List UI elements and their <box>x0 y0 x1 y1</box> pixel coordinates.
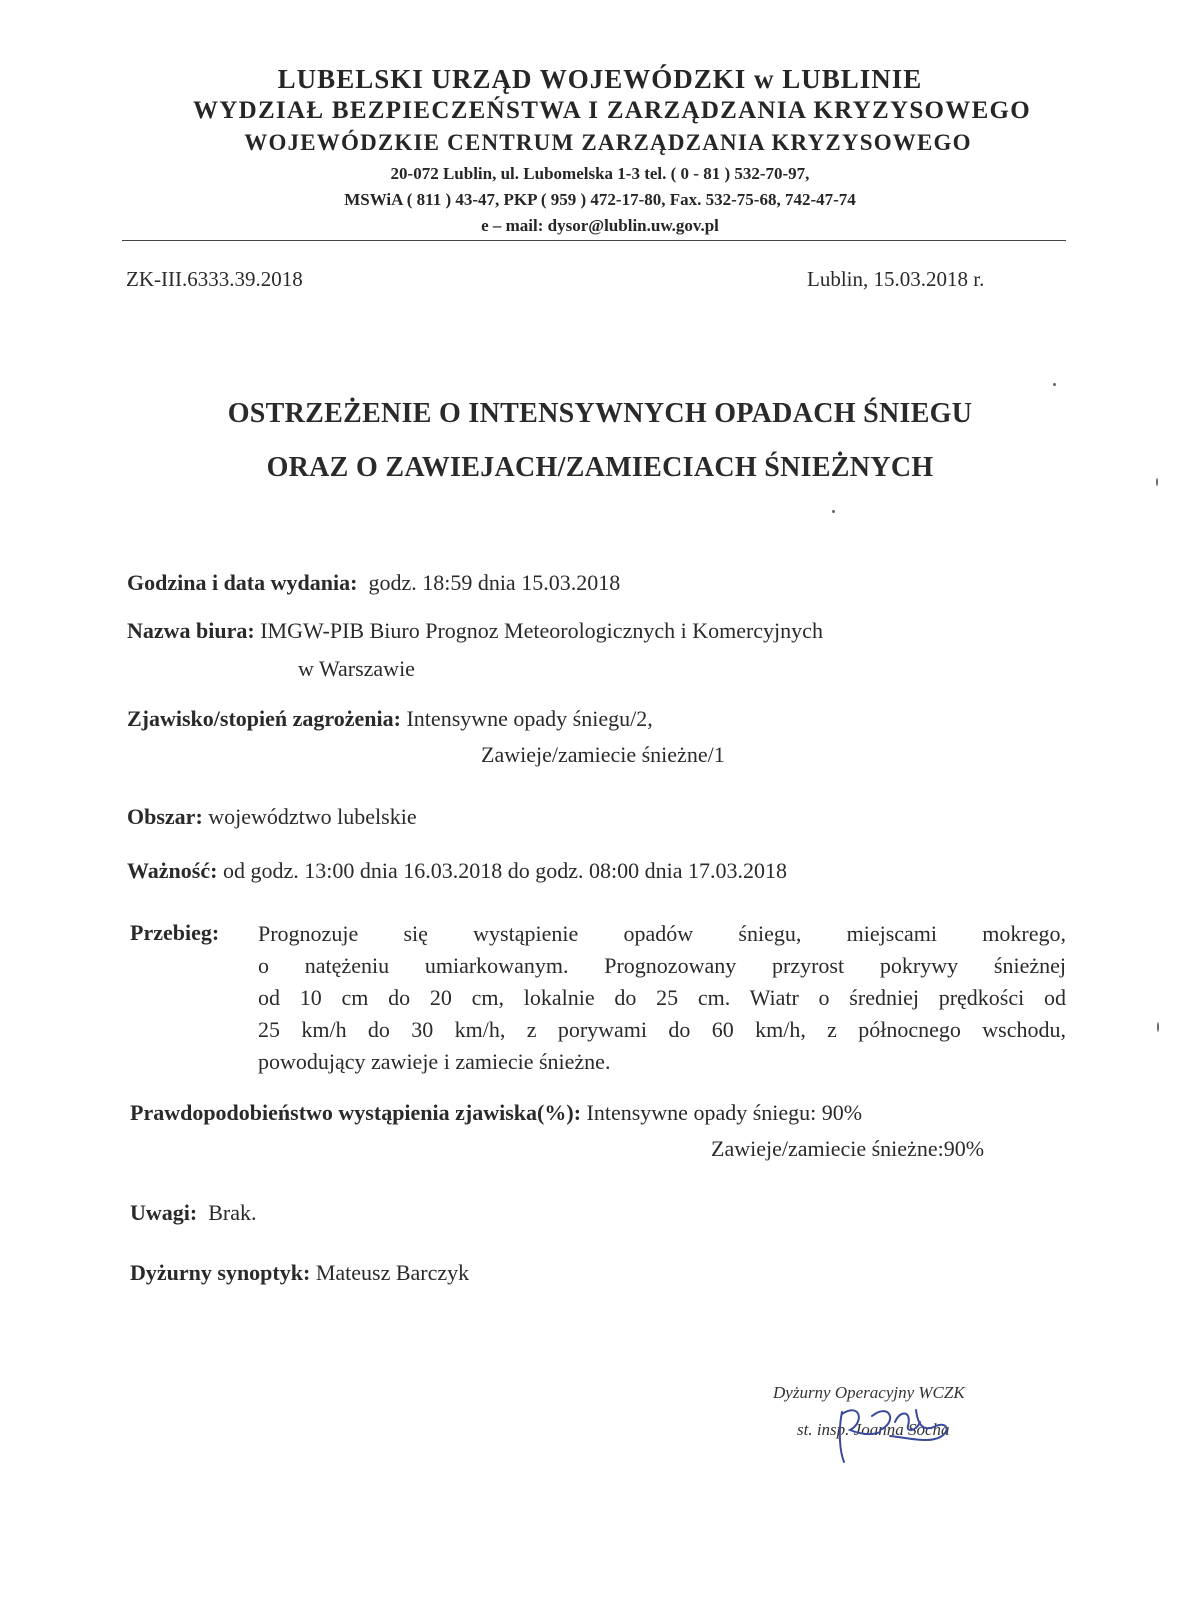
course-line: 25 km/h do 30 km/h, z porywami do 60 km/h, z północnego wschodu, <box>258 1017 1066 1042</box>
office-value-line1: IMGW-PIB Biuro Prognoz Meteorologicznych i Komercyjnych <box>260 618 823 643</box>
course-line: powodujący zawieje i zamiecie śnieżne. <box>258 1049 611 1074</box>
forecaster-label: Dyżurny synoptyk: <box>130 1260 311 1285</box>
reference-number: ZK-III.6333.39.2018 <box>126 267 303 291</box>
scan-speck <box>1053 383 1056 386</box>
remarks-label: Uwagi: <box>130 1200 198 1225</box>
course-line: od 10 cm do 20 cm, lokalnie do 25 cm. Wiatr o średniej prędkości od <box>258 985 1066 1010</box>
signature-role: Dyżurny Operacyjny WCZK <box>773 1383 965 1402</box>
office-value-line2: w Warszawie <box>298 656 415 681</box>
probability-row <box>130 1100 862 1126</box>
probability-value-line1: Intensywne opady śniegu: 90% <box>586 1100 863 1125</box>
area-value: województwo lubelskie <box>208 804 417 829</box>
phenomenon-value-line2: Zawieje/zamiecie śnieżne/1 <box>481 742 725 767</box>
handwritten-signature <box>820 1392 960 1472</box>
signature-name: st. insp. Joanna Socha <box>797 1420 950 1439</box>
course-label: Przebieg: <box>130 920 220 945</box>
issue-label: Godzina i data wydania: <box>127 570 358 595</box>
course-line: Prognozuje się wystąpienie opadów śniegu, miejscami mokrego, <box>258 921 1066 946</box>
warning-title-line2: ORAZ O ZAWIEJACH/ZAMIECIACH ŚNIEŻNYCH <box>266 452 934 483</box>
letterhead-phones: MSWiA ( 811 ) 43-47, PKP ( 959 ) 472-17-80, Fax. 532-75-68, 742-47-74 <box>344 190 856 209</box>
letterhead-email: e – mail: dysor@lublin.uw.gov.pl <box>481 216 719 235</box>
office-label: Nazwa biura: <box>127 618 255 643</box>
scan-speck <box>832 510 835 513</box>
issue-row <box>127 570 620 596</box>
forecaster-value: Mateusz Barczyk <box>315 1260 470 1285</box>
course-line: o natężeniu umiarkowanym. Prognozowany przyrost pokrywy śnieżnej <box>258 953 1066 978</box>
probability-label: Prawdopodobieństwo wystąpienia zjawiska(%): <box>130 1100 582 1125</box>
letterhead-center: WOJEWÓDZKIE CENTRUM ZARZĄDZANIA KRYZYSOWEGO <box>244 130 972 155</box>
place-date: Lublin, 15.03.2018 r. <box>807 267 985 291</box>
scan-speck <box>1156 478 1158 486</box>
issue-value: godz. 18:59 dnia 15.03.2018 <box>368 570 621 595</box>
forecaster-row <box>130 1260 469 1286</box>
remarks-row <box>130 1200 256 1226</box>
letterhead-department: WYDZIAŁ BEZPIECZEŃSTWA I ZARZĄDZANIA KRYZYSOWEGO <box>192 97 1032 124</box>
office-row <box>127 618 823 644</box>
letterhead-divider <box>122 240 1066 241</box>
warning-title-line1: OSTRZEŻENIE O INTENSYWNYCH OPADACH ŚNIEGU <box>227 398 973 429</box>
letterhead-office: LUBELSKI URZĄD WOJEWÓDZKI w LUBLINIE <box>277 64 923 94</box>
remarks-value: Brak. <box>208 1200 257 1225</box>
letterhead-address: 20-072 Lublin, ul. Lubomelska 1-3 tel. ( 0 - 81 ) 532-70-97, <box>390 164 810 183</box>
area-label: Obszar: <box>127 804 203 829</box>
phenomenon-row <box>127 706 653 732</box>
validity-label: Ważność: <box>127 858 218 883</box>
phenomenon-value-line1: Intensywne opady śniegu/2, <box>406 706 653 731</box>
area-row <box>127 804 417 830</box>
phenomenon-label: Zjawisko/stopień zagrożenia: <box>127 706 401 731</box>
validity-value: od godz. 13:00 dnia 16.03.2018 do godz. 08:00 dnia 17.03.2018 <box>222 858 787 883</box>
probability-value-line2: Zawieje/zamiecie śnieżne:90% <box>711 1136 985 1161</box>
course-text <box>258 918 1066 1078</box>
scan-speck <box>1157 1022 1159 1032</box>
validity-row <box>127 858 787 884</box>
